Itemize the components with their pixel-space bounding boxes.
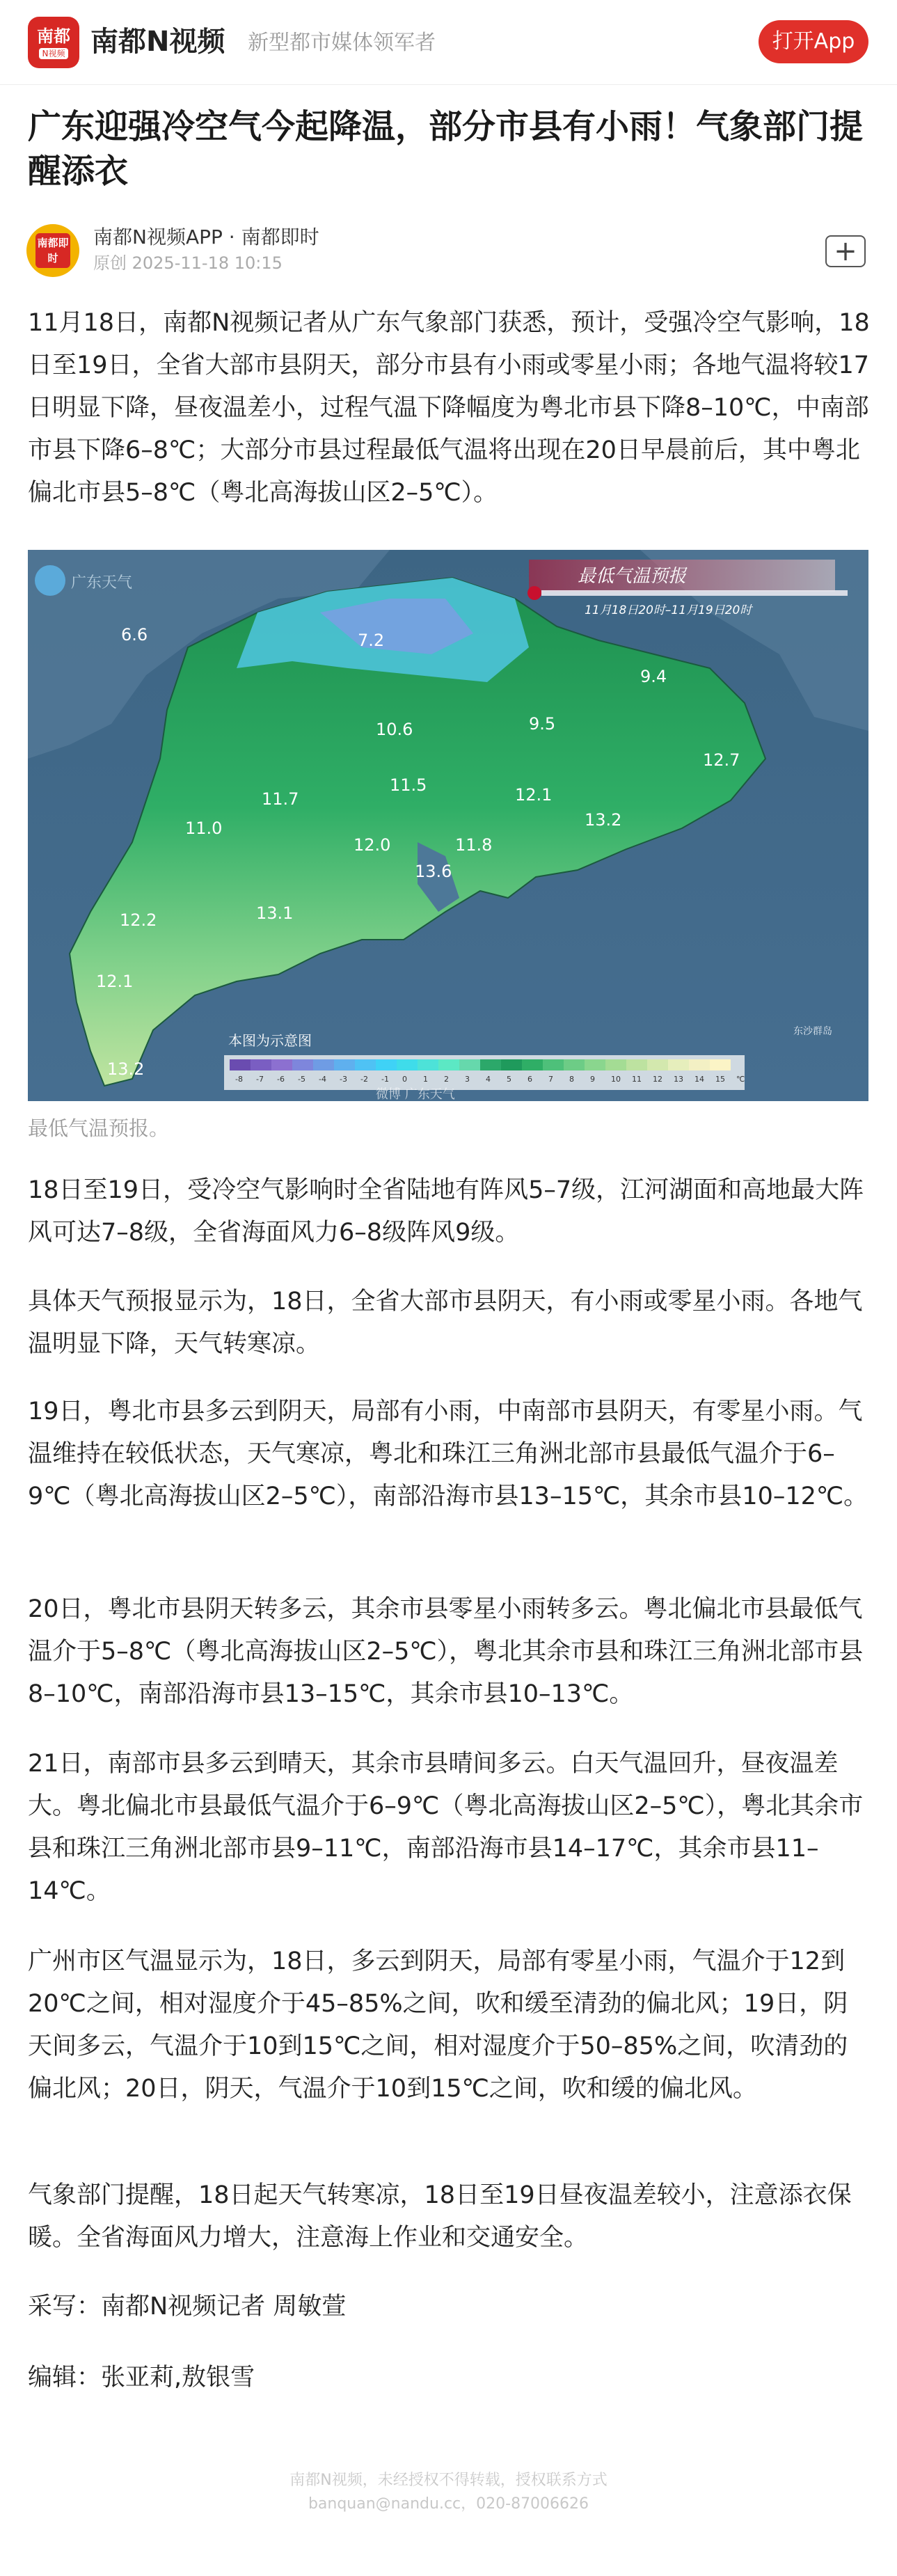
city-temp: 13.2 [585,810,622,830]
legend-tick-label: 0 [402,1075,407,1084]
map-period: 11月18日20时–11月19日20时 [585,603,752,617]
city-temp: 7.2 [358,631,385,650]
legend-tick-label: 7 [548,1075,553,1084]
legend-tick-label: 9 [590,1075,595,1084]
city-temp: 13.6 [415,862,452,881]
legend-swatch [564,1059,585,1070]
follow-button[interactable] [825,235,866,267]
legend-tick-label: 15 [715,1075,725,1084]
city-temp: 6.6 [121,625,148,645]
city-temp: 11.0 [185,819,223,838]
legend-swatch [605,1059,626,1070]
image-caption: 最低气温预报。 [28,1116,170,1140]
brand-name: 南都N视频 [90,26,225,58]
article-paragraph: 具体天气预报显示为，18日，全省大部市县阴天，有小雨或零星小雨。各地气温明显下降，天气转寒凉。 [28,1288,863,1358]
min-temperature-map[interactable] [28,550,868,1101]
legend-swatch [376,1059,397,1070]
logo-subtext: N视频 [39,48,69,59]
article-title: 广东迎强冷空气今起降温，部分市县有小雨！气象部门提醒添衣 [28,107,864,191]
city-temp: 12.1 [515,785,553,805]
legend-tick-label: 5 [507,1075,511,1084]
legend-swatch [397,1059,418,1070]
city-temp: 11.5 [390,775,427,795]
app-header [0,0,897,85]
open-app-button[interactable]: 打开App [759,20,868,63]
author-name[interactable]: 南都N视频APP · 南都即时 [93,226,319,248]
map-title: 最低气温预报 [578,566,687,587]
brand-slogan: 新型都市媒体领军者 [248,31,436,55]
legend-swatch [230,1059,251,1070]
city-temp: 13.2 [107,1059,145,1079]
legend-swatch [501,1059,522,1070]
legend-swatch [710,1059,731,1070]
legend-tick-label: 4 [486,1075,491,1084]
legend-tick-label: 2 [444,1075,449,1084]
city-temp: 12.7 [703,750,740,770]
islands-label: 东沙群岛 [793,1026,832,1037]
article-paragraph: 11月18日，南都N视频记者从广东气象部门获悉，预计，受强冷空气影响，18日至19日，全省大部市县阴天，部分市县有小雨或零星小雨；各地气温将较17日明显下降，昼夜温差小，过程气温下降幅度为粤北市县下降8–10℃，中南部市县下降6–8℃；大部分市县过程最低气温将出现在20日早晨前后，其中粤北偏北市县5–8℃（粤北高海拔山区2–5℃）。 [28,309,870,507]
legend-swatch [271,1059,292,1070]
legend-swatch [313,1059,334,1070]
legend-tick-label: 11 [632,1075,642,1084]
legend-swatch [459,1059,480,1070]
city-temp: 12.2 [120,910,157,930]
legend-swatch [647,1059,668,1070]
article-paragraph: 气象部门提醒，18日起天气转寒凉，18日至19日昼夜温差较小，注意添衣保暖。全省海面风力增大，注意海上作业和交通安全。 [28,2181,852,2252]
avatar-text: 南都即时 [35,233,70,268]
legend-tick-label: 13 [674,1075,683,1084]
legend-tick-label: -5 [298,1075,305,1084]
legend-swatch [334,1059,355,1070]
map-watermark: 微博 广东天气 [376,1087,455,1101]
legend-tick-label: -2 [360,1075,368,1084]
city-temp: 13.1 [256,903,294,923]
legend-tick-label: 12 [653,1075,662,1084]
article-paragraph: 广州市区气温显示为，18日，多云到阴天，局部有零星小雨，气温介于12到20℃之间，相对湿度介于45–85%之间，吹和缓至清劲的偏北风；19日，阴天间多云，气温介于10到15℃之间，相对湿度介于50–85%之间，吹清劲的偏北风；20日，阴天，气温介于10到15℃之间，吹和缓的偏北风。 [28,1947,848,2103]
legend-swatch [585,1059,605,1070]
legend-swatch [480,1059,501,1070]
logo-text: 南都 [37,26,70,46]
article-paragraph: 19日，粤北市县多云到阴天，局部有小雨，中南部市县阴天，有零星小雨。气温维持在较低状态，天气寒凉，粤北和珠江三角洲北部市县最低气温介于6–9℃（粤北高海拔山区2–5℃），南部沿海市县13–15℃，其余市县10–12℃。 [28,1398,868,1510]
plus-icon: + [834,235,857,267]
legend-swatch [668,1059,689,1070]
map-note: 本图为示意图 [228,1032,312,1049]
copyright-notice: 南都N视频，未经授权不得转载，授权联系方式 [289,2472,608,2489]
app-logo[interactable] [28,17,79,68]
legend-swatch [438,1059,459,1070]
city-temp: 11.7 [262,789,299,809]
legend-tick-label: 10 [611,1075,621,1084]
agency-name: 广东天气 [71,574,133,592]
legend-tick-label: 1 [423,1075,428,1084]
legend-swatch [251,1059,271,1070]
city-temp: 12.0 [354,835,391,855]
city-temp: 9.4 [640,667,667,686]
legend-tick-label: ℃ [736,1075,745,1084]
thermometer-bulb [527,586,541,600]
legend-tick-label: -8 [235,1075,243,1084]
reporter-credit: 采写：南都N视频记者 周敏萱 [28,2293,347,2321]
legend-tick-label: -4 [319,1075,326,1084]
legend-tick-label: 8 [569,1075,574,1084]
author-avatar[interactable] [26,224,79,277]
legend-tick-label: 6 [527,1075,532,1084]
city-temp: 12.1 [96,972,134,991]
legend-tick-label: -1 [381,1075,389,1084]
article-paragraph: 20日，粤北市县阴天转多云，其余市县零星小雨转多云。粤北偏北市县最低气温介于5–8℃（粤北高海拔山区2–5℃），粤北其余市县和珠江三角洲北部市县8–10℃，南部沿海市县13–15℃，其余市县10–13℃。 [28,1595,864,1708]
agency-logo-icon [35,565,65,596]
city-temp: 11.8 [455,835,493,855]
legend-tick-label: 14 [694,1075,704,1084]
legend-tick-label: -6 [277,1075,285,1084]
copyright-contact: banquan@nandu.cc，020-87006626 [308,2495,589,2513]
thermometer-bar [541,590,848,596]
legend-swatch [689,1059,710,1070]
legend-swatch [355,1059,376,1070]
legend-swatch [626,1059,647,1070]
legend-swatch [543,1059,564,1070]
legend-swatch [418,1059,438,1070]
legend-tick-label: -3 [340,1075,347,1084]
article-paragraph: 18日至19日，受冷空气影响时全省陆地有阵风5–7级，江河湖面和高地最大阵风可达7–8级，全省海面风力6–8级阵风9级。 [28,1176,864,1247]
city-temp: 10.6 [376,720,413,739]
legend-tick-label: -7 [256,1075,264,1084]
legend-swatches [230,1059,731,1070]
legend-swatch [522,1059,543,1070]
publish-meta: 原创 2025-11-18 10:15 [93,253,283,273]
city-temp: 9.5 [529,714,556,734]
article-paragraph: 21日，南部市县多云到晴天，其余市县晴间多云。白天气温回升，昼夜温差大。粤北偏北市县最低气温介于6–9℃（粤北高海拔山区2–5℃），粤北其余市县和珠江三角洲北部市县9–11℃，南部沿海市县14–17℃，其余市县11–14℃。 [28,1750,864,1905]
legend-tick-label: 3 [465,1075,470,1084]
editor-credit: 编辑：张亚莉,敖银雪 [28,2364,255,2392]
legend-swatch [292,1059,313,1070]
